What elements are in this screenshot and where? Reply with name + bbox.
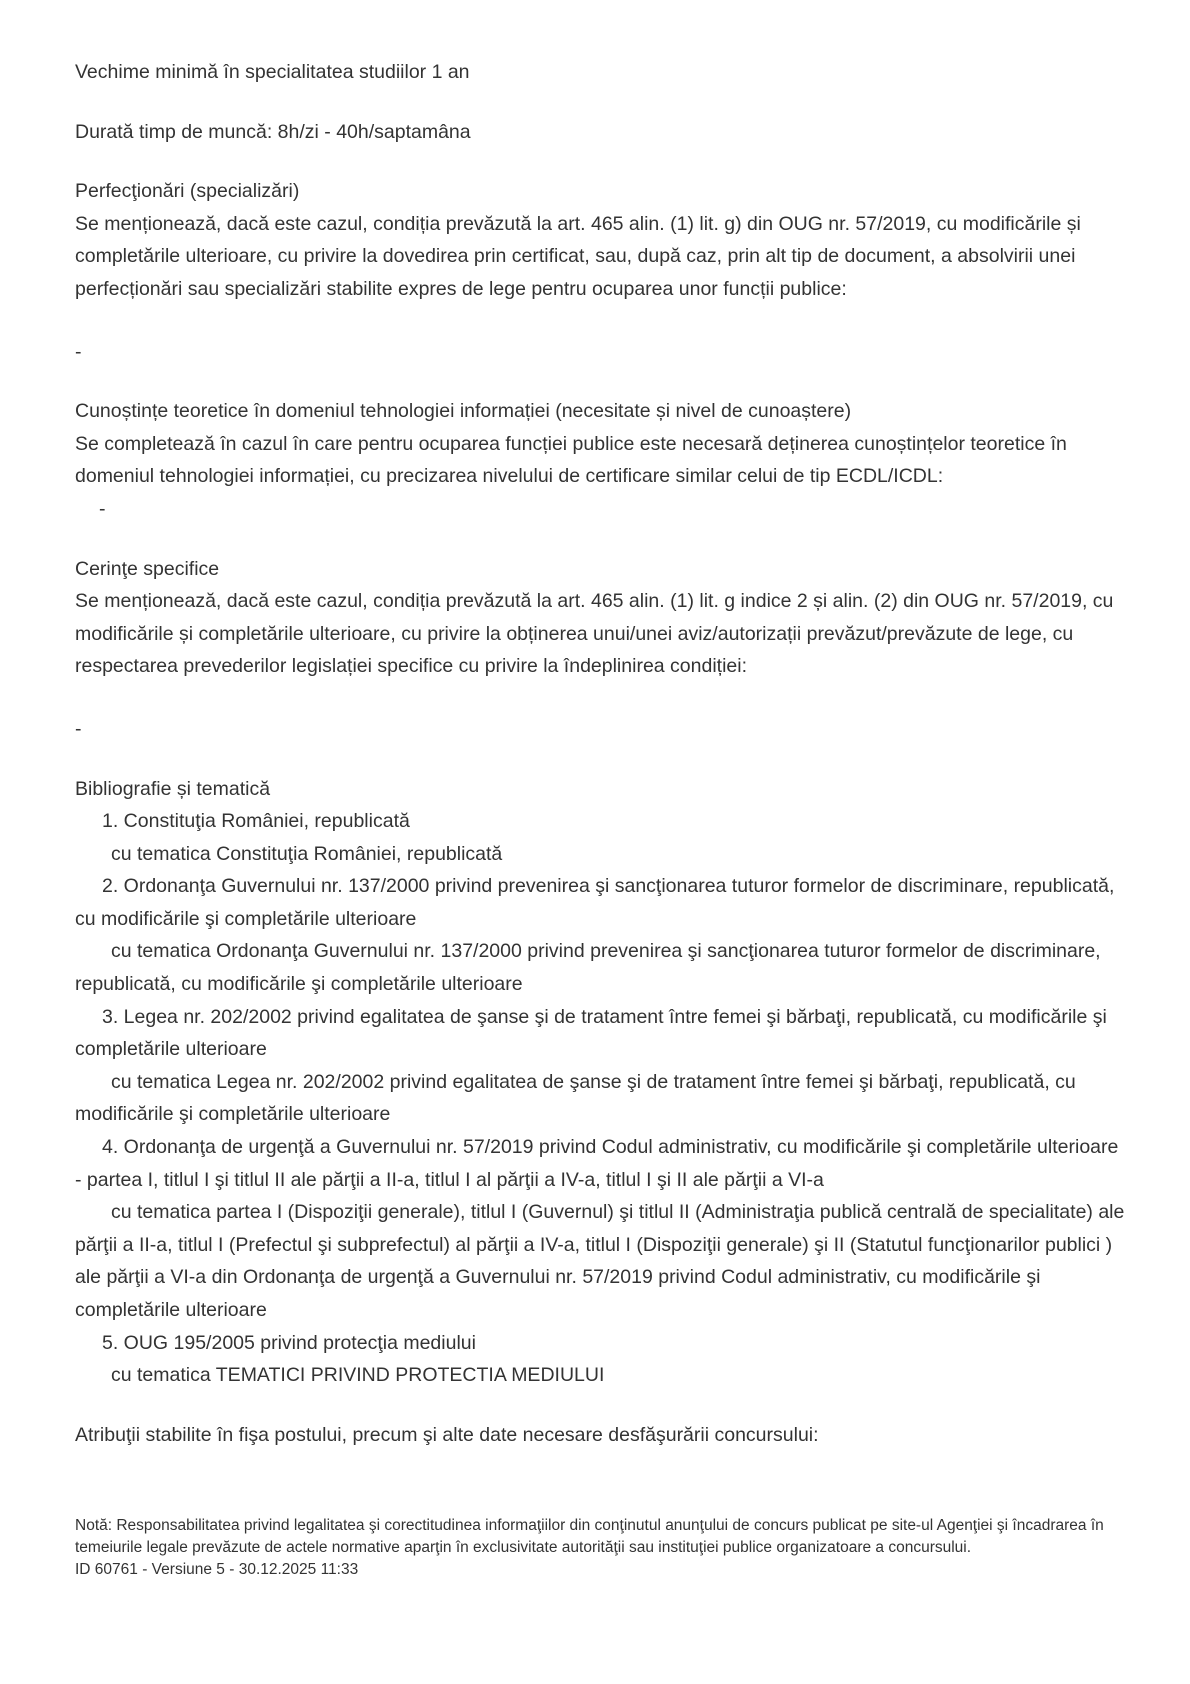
bibliografie-item-4-tematica: cu tematica partea I (Dispoziţii generale), titlul I (Guvernul) şi titlul II (Administraţia publică centrală de specialitate) ale părţii a II-a, titlul I (Prefectul şi subprefectul) al părţii a IV-a, titlul I (Dispoziţii generale) şi II (Statutul funcţionarilor publici ) ale părţii a VI-a din Ordonanţa de urgenţă a Guvernului nr. 57/2019 privind Codul administrativ, cu modificările şi completările ulterioare [75,1201,1125,1321]
bibliografie-item-3: 3. Legea nr. 202/2002 privind egalitatea de şanse şi de tratament între femei şi bărbaţi, republicată, cu modificările şi completările ulterioare [75,1005,1107,1061]
cunostinte-body: Se completează în cazul în care pentru ocuparea funcției publice este necesară deținerea cunoștințelor teoretice în domeniul tehnologiei informației, cu precizarea nivelului de certificare similar celui de tip ECDL/ICDL: [75,432,1067,488]
cunostinte-value-dash: - [99,497,106,520]
atributii-line: Atribuţii stabilite în fişa postului, precum şi alte date necesare desfăşurării concursului: [75,1423,819,1446]
perfectionari-body: Se menționează, dacă este cazul, condiția prevăzută la art. 465 alin. (1) lit. g) din OUG nr. 57/2019, cu modificările și completările ulterioare, cu privire la dovedirea prin certificat, sau, după caz, prin alt tip de document, a absolvirii unei perfecționări sau specializări stabilite expres de lege pentru ocuparea unor funcții publice: [75,212,1081,300]
bibliografie-item-2-tematica: cu tematica Ordonanţa Guvernului nr. 137/2000 privind prevenirea şi sancţionarea tuturor formelor de discriminare, republicată, cu modificările şi completările ulterioare [75,940,1101,996]
cunostinte-title: Cunoștințe teoretice în domeniul tehnologiei informației (necesitate și nivel de cunoaștere) [75,400,852,423]
cerinte-title: Cerinţe specifice [75,557,220,580]
perfectionari-title: Perfecţionări (specializări) [75,180,300,203]
perfectionari-value-dash: - [75,340,82,363]
durata-line: Durată timp de muncă: 8h/zi - 40h/saptamâna [75,120,471,143]
bibliografie-item-3-tematica: cu tematica Legea nr. 202/2002 privind egalitatea de şanse şi de tratament între femei şi bărbaţi, republicată, cu modificările şi completările ulterioare [75,1070,1076,1126]
bibliografie-item-1: 1. Constituţia României, republicată [102,810,410,833]
bibliografie-item-2: 2. Ordonanţa Guvernului nr. 137/2000 privind prevenirea şi sancţionarea tuturor formelor de discriminare, republicată, cu modificările şi completările ulterioare [75,875,1115,930]
bibliografie-title: Bibliografie și tematică [75,777,271,800]
bibliografie-item-4: 4. Ordonanţa de urgenţă a Guvernului nr. 57/2019 privind Codul administrativ, cu modificările şi completările ulterioare - partea I, titlul I şi titlul II ale părţii a II-a, titlul I al părţii a IV-a, titlul I şi II ale părţii a VI-a [75,1136,1119,1191]
bibliografie-item-5: 5. OUG 195/2005 privind protecţia mediului [102,1331,476,1354]
bibliografie-item-5-tematica: cu tematica TEMATICI PRIVIND PROTECTIA MEDIULUI [111,1364,605,1387]
footer-id-line: ID 60761 - Versiune 5 - 30.12.2025 11:33 [75,1561,359,1579]
footer [75,1515,1130,1581]
vechime-line: Vechime minimă în specialitatea studiilor 1 an [75,61,470,83]
cerinte-body: Se menționează, dacă este cazul, condiția prevăzută la art. 465 alin. (1) lit. g indice 2 și alin. (2) din OUG nr. 57/2019, cu modificările și completările ulterioare, cu privire la obținerea unui/unei aviz/autorizații prevăzut/prevăzute de lege, cu respectarea prevederilor legislației specifice cu privire la îndeplinirea condiției: [75,590,1114,678]
cerinte-value-dash: - [75,717,82,740]
bibliografie-item-1-tematica: cu tematica Constituţia României, republicată [111,842,503,865]
footer-nota: Notă: Responsabilitatea privind legalitatea şi corectitudinea informaţiilor din conţinutul anunţului de concurs publicat pe site-ul Agenţiei şi încadrarea în temeiurile legale prevăzute de actele normative aparţin în exclusivitate autorităţii sau instituţiei publice organizatoare a concursului. [75,1517,1104,1557]
